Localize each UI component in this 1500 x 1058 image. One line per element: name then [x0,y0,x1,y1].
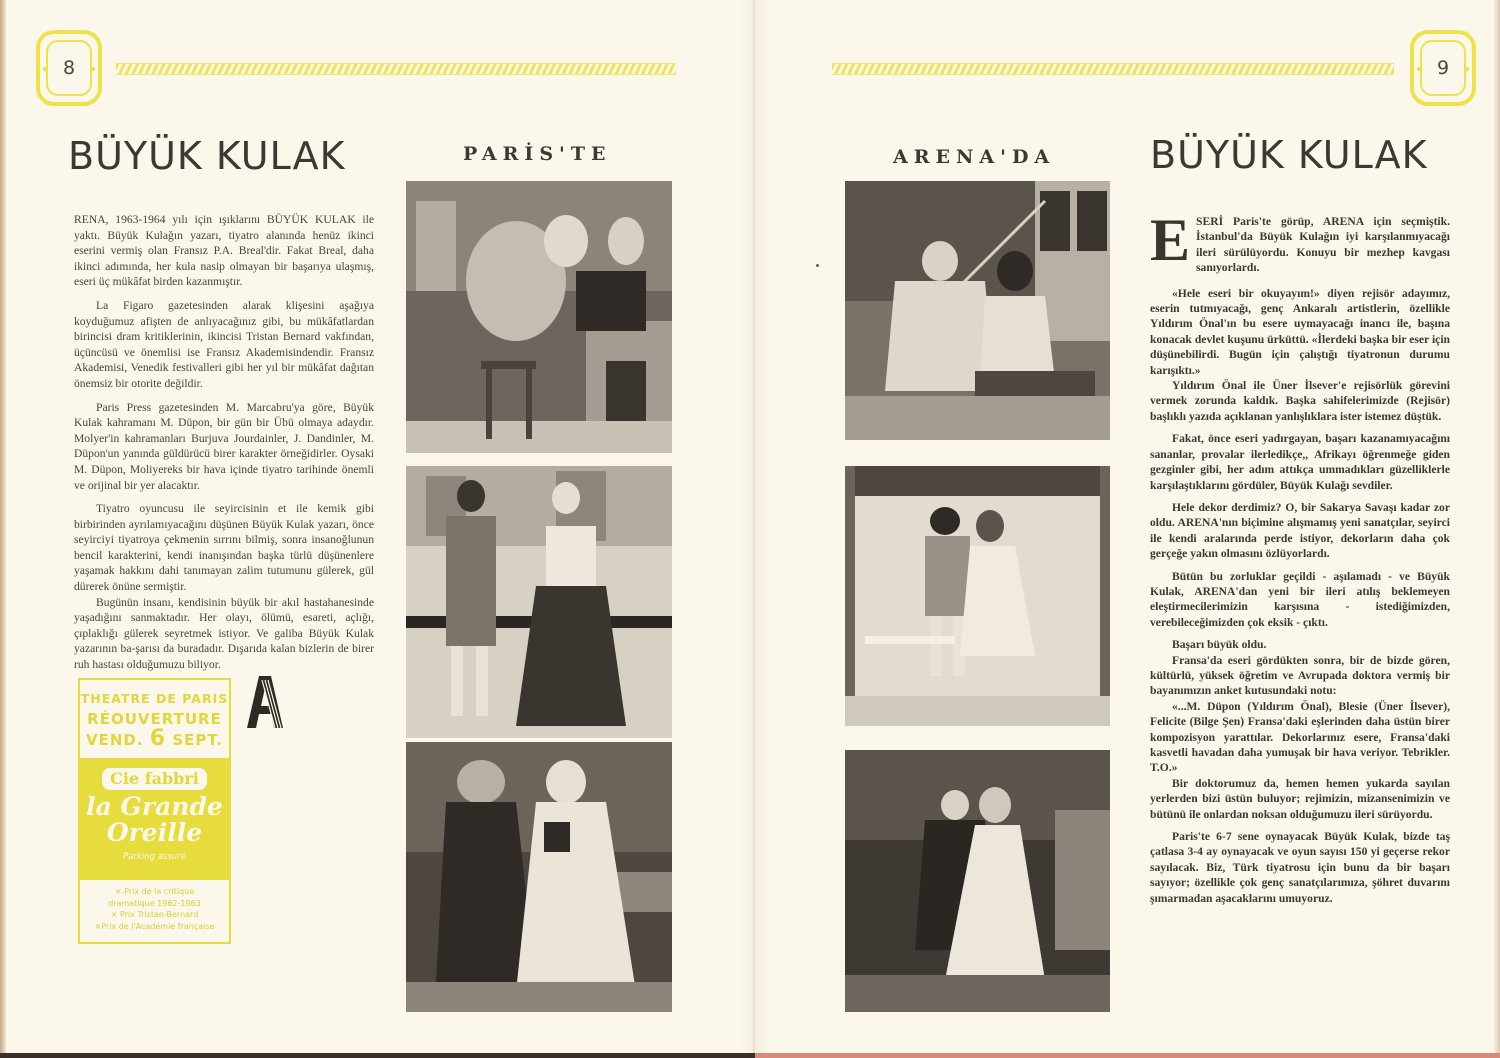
article-body-right [1150,214,1450,1014]
poster-show-title: la Grande Oreille [86,792,223,847]
article-title-left: BÜYÜK KULAK [68,134,346,178]
paragraph: «Hele eseri bir okuyayım!» diyen rejisör adayımız, eserin tutmıyacağı, genç Ankaralı artistlerin, özellikle Yıldırım Önal'ın bu esere uymayacağı inancı ile, başına konacak devlet kuşunu ürküttü. «İlerdeki başka bir eser için düşünebilirdi. Bugün için çalıştığı tiyatronun durumu karışıktı.» [1150,286,1450,377]
page-number-right: 9 [1420,40,1466,96]
rope-divider-right [832,63,1394,75]
paragraph-intro: ESERİ Paris'te görüp, ARENA için seçmiştik. İstanbul'da Büyük Kulağın iyi karşılanmıyacağı ileri sürülüyordu. Konuyu bir mezhep kavgası sanıyorlardı. [1150,214,1450,275]
dropcap-e-letter: E [1150,214,1191,273]
stage-photo-paris-2 [406,466,672,738]
stage-photo-arena-1 [845,181,1110,440]
paragraph: Bir doktorumuz da, hemen hemen yukarda sayılan yerlerden bizi üstün buluyor; rejimizin, mizansenimizin ve bütünü ile onlardan noksan olduğumuzu ileri sürüyordu. [1150,776,1450,821]
paragraph: Fransa'da eseri gördükten sonra, bir de bizde gören, kültürlü, yüksek öğretim ve Avrupada doktora vermiş bir bayanımızın anket kutusundaki notu: [1150,653,1450,698]
paper-speck [816,264,819,267]
poster-prizes: × Prix de la critique dramatique 1962-1963 × Prix Tristan-Bernard ×Prix de l'Académie française [80,880,229,932]
poster-header [80,680,229,758]
paragraph-quote: «...M. Düpon (Yıldırım Önal), Blesie (Üner İlsever), Felicite (Bilge Şen) Fransa'daki eşlerinden daha üstün birer kompozisyon yarattılar. Dekorlarınız esere, Fransa'daki kasvetli havadan daha yumuşak bir hava veriyor. Tebrikler. T.O.» [1150,699,1450,775]
paragraph-intro: RENA, 1963-1964 yılı için ışıklarını BÜYÜK KULAK ile yaktı. Büyük Kulağın yazarı, tiyatro alanında henüz ikinci eserini vermiş olan Fransız P.A. Breal'dir. Fakat Breal, daha ikinci adımında, her kula nasip olmayan bir başarıya ulaşmış, eseri üç mükâfat birden kazanmıştır. [74,212,374,290]
page-edge-left [0,0,6,1058]
paragraph: Paris'te 6-7 sene oynayacak Büyük Kulak, bizde taş çatlasa 3-4 ay oynayacak ve oyun sayısı 150 yi geçerse rekor sayılacak. Biz, Türk tiyatrosu için bunu da bir başarı sayıyor; özellikle çok genç sanatçılarımıza, şöhret duvarını şımarmadan aşacaklarını umuyoruz. [1150,830,1450,905]
paragraph: Fakat, önce eseri yadırgayan, başarı kazanamıyacağını sananlar, provalar ilerledikçe,, Afrikayı öğrenmeğe giden gezginler gibi, her adım attıkça ummadıkları güzelliklerle karşılaştıklarını gördüler, Büyük Kulağı sevdiler. [1150,432,1450,492]
book-spine [753,0,755,1058]
rope-divider-left [116,63,676,75]
paragraph: Paris Press gazetesinden M. Marcabru'ya göre, Büyük Kulak kahramanı M. Düpon, bir gün bir Übü olmaya adaydır. Molyer'in kahramanları Burjuva Jourdainler, J. Dandinler, M. Düpon'un yanında güldürücü birer karakter örneğidirler. Oysaki M. Düpon, Moliyereks bir hava içinde tiyatro tarihinde önemli ve orijinal bir yer alacaktır. [74,400,374,492]
paragraph: Hele dekor derdimiz? O, bir Sakarya Savaşı kadar zor oldu. ARENA'nın biçimine alışmamış yeni sanatçılar, seyirci ile kendi aralarında perde istiyor, dekorların daha çok gerçeğe yakın olmasını özlüyorlardı. [1150,500,1450,561]
article-body-left [74,212,374,1020]
page-edge-right [1494,0,1500,1058]
paragraph: Bugünün insanı, kendisinin büyük bir akıl hastahanesinde yaşadığını sanmaktadır. Her olayı, ölümü, esareti, açlığı, çıplaklığı gülerek seyretmek istiyor. Ve galiba Büyük Kulak yazarının ba-şarısı da buradadır. Dışarıda kalan bizlerin de birer ruh hastası olduğumuzu biliyor. [74,595,374,672]
theatre-poster [78,678,231,944]
bottom-edge [0,1053,1500,1058]
article-title-right: BÜYÜK KULAK [1150,133,1428,177]
paragraph: Bütün bu zorluklar geçildi - aşılamadı - ve Büyük Kulak, ARENA'dan yeni bir ileri atılış beklemeyen eleştirmecilerimizin karşısına - istediğimizden, verebileceğimizden çok eksik - çıktı. [1150,569,1450,629]
stage-photo-paris-1 [406,181,672,453]
stage-photo-arena-3 [845,750,1110,1012]
poster-company: Cie fabbri [102,768,207,790]
paragraph: Yıldırım Önal ile Üner İlsever'e rejisörlük görevini vermek zorunda kaldık. Başka sahifelerimizde (Rejisör) başlıklı yazıda açıklanan yanlışlıklara ister istemez düştük. [1150,379,1450,423]
poster-parking: Parking assuré [123,852,186,862]
stage-photo-arena-2 [845,466,1110,726]
photo-heading-paris: PARİS'TE [463,143,612,165]
poster-reopening: RÉOUVERTURE [87,709,222,728]
stage-photo-paris-3 [406,742,672,1012]
poster-date: VEND. 6 SEPT. [85,725,224,751]
paragraph: Tiyatro oyuncusu ile seyircisinin et ile kemik gibi birbirinden ayrılamıyacağını düşünen Büyük Kulak yazarı, önce seyirciyi tiyatroya çekmenin sırrını bilmiş, sonra insanoğlunun bencil karakterini, kendi inanışından başka türlü düşünenlere yaşamak hakkını dahi tanımayan zalim tutumunu gülerek, gül dürerek önüne sermiştir. [74,502,374,594]
spine-shadow [740,0,770,1058]
page-number-left: 8 [46,40,92,96]
poster-venue: THEATRE DE PARIS [80,690,229,706]
paragraph: Başarı büyük oldu. [1172,638,1267,652]
poster-banner [80,758,229,880]
page-number-badge-left [36,30,102,106]
page-number-badge-right [1410,30,1476,106]
photo-heading-arena: ARENA'DA [893,146,1056,168]
paragraph: La Figaro gazetesinden alarak klişesini aşağıya koyduğumuz afişten de anlıyacağınız gibi, bu mükâfatlardan birincisi dram kritiklerinin, ikincisi Tristan Bernard vakfından, üçüncüsü ve önemlisi ise Fransız Akademisindendir. Fransız Akademisi, Venedik festivalleri gibi her yıl bir mükâfat dağıtan önemsiz bir otorite değildir. [74,298,374,390]
dropcap-a-icon [245,676,285,726]
